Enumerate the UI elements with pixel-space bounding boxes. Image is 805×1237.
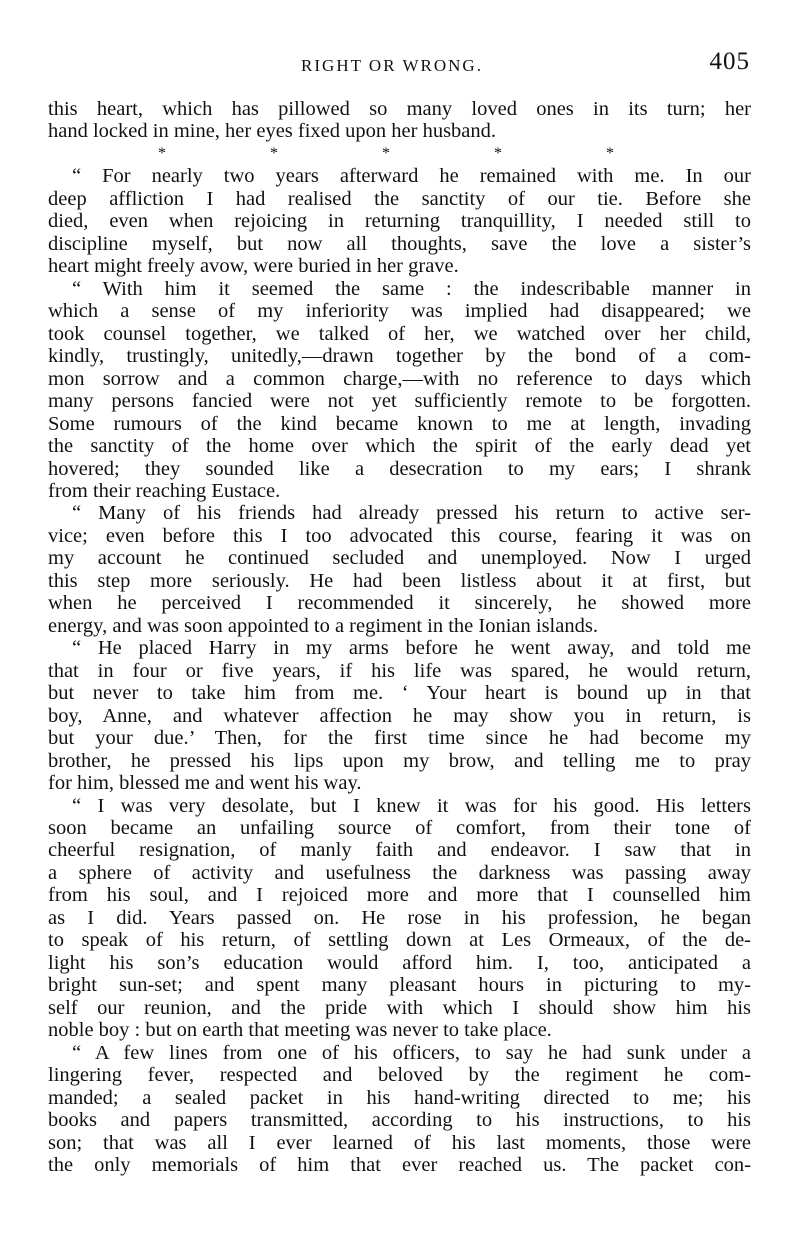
text-line: but never to take him from me. ‘ Your heart is bound up in that	[48, 682, 751, 705]
text-line: from his soul, and I rejoiced more and more that I counselled him	[48, 884, 751, 907]
text-line: from their reaching Eustace.	[48, 479, 281, 502]
text-line: when he perceived I recommended it sincerely, he showed more	[48, 592, 751, 615]
text-line: manded; a sealed packet in his hand-writing directed to me; his	[48, 1086, 751, 1109]
text-line: for him, blessed me and went his way.	[48, 772, 362, 795]
text-line: mon sorrow and a common charge,—with no reference to days which	[48, 367, 751, 390]
paragraph-start-line: “ Many of his friends had already pressed his return to active ser-	[72, 502, 751, 525]
text-line: the sanctity of the home over which the spirit of the early dead yet	[48, 435, 751, 458]
text-line: the only memorials of him that ever reached us. The packet con-	[48, 1154, 751, 1177]
text-line: light his son’s education would afford him. I, too, anticipated a	[48, 951, 751, 974]
text-line: kindly, trustingly, unitedly,—drawn together by the bond of a com-	[48, 345, 751, 368]
text-line: to speak of his return, of settling down at Les Ormeaux, of the de-	[48, 929, 751, 952]
text-line: self our reunion, and the pride with which I should show him his	[48, 996, 751, 1019]
text-line: discipline myself, but now all thoughts, save the love a sister’s	[48, 232, 751, 255]
paragraph-start-line: “ He placed Harry in my arms before he went away, and told me	[72, 637, 751, 660]
separator-star: *	[270, 144, 278, 162]
page-header	[50, 48, 750, 80]
paragraph-start-line: “ I was very desolate, but I knew it was for his good. His letters	[72, 794, 751, 817]
text-line: this heart, which has pillowed so many loved ones in its turn; her	[48, 98, 751, 120]
separator-star: *	[158, 144, 166, 162]
text-line: brother, he pressed his lips upon my brow, and telling me to pray	[48, 749, 751, 772]
paragraph-start-line: “ A few lines from one of his officers, to say he had sunk under a	[72, 1041, 751, 1064]
paragraph-start-line: “ For nearly two years afterward he remained with me. In our	[72, 165, 751, 188]
text-line: deep affliction I had realised the sanctity of our tie. Before she	[48, 187, 751, 210]
text-line: that in four or five years, if his life was spared, he would return,	[48, 659, 751, 682]
text-line: this step more seriously. He had been listless about it at first, but	[48, 569, 751, 592]
text-line: son; that was all I ever learned of his last moments, those were	[48, 1131, 751, 1154]
text-line: energy, and was soon appointed to a regiment in the Ionian islands.	[48, 614, 598, 637]
text-line: boy, Anne, and whatever affection he may show you in return, is	[48, 704, 751, 727]
separator-star: *	[606, 144, 614, 162]
text-line: books and papers transmitted, according to his instructions, to his	[48, 1109, 751, 1132]
text-line: bright sun-set; and spent many pleasant hours in picturing to my-	[48, 974, 751, 997]
text-line: heart might freely avow, were buried in her grave.	[48, 255, 459, 278]
paragraph-start-line: “ With him it seemed the same : the indescribable manner in	[72, 277, 751, 300]
separator-star: *	[494, 144, 502, 162]
text-line: Some rumours of the kind became known to me at length, invading	[48, 412, 751, 435]
text-line: but your due.’ Then, for the first time since he had become my	[48, 727, 751, 750]
text-line: hovered; they sounded like a desecration to my ears; I shrank	[48, 457, 751, 480]
text-line: soon became an unfailing source of comfort, from their tone of	[48, 817, 751, 839]
text-line: my account he continued secluded and unemployed. Now I urged	[48, 547, 751, 570]
text-line: a sphere of activity and usefulness the darkness was passing away	[48, 861, 751, 884]
body-text	[48, 98, 751, 1177]
text-line: which a sense of my inferiority was implied had disappeared; we	[48, 300, 751, 323]
text-line: many persons fancied were not yet sufficiently remote to be forgotten.	[48, 390, 751, 413]
text-line: noble boy : but on earth that meeting was never to take place.	[48, 1019, 552, 1042]
text-line: lingering fever, respected and beloved by the regiment he com-	[48, 1064, 751, 1087]
text-line: hand locked in mine, her eyes fixed upon her husband.	[48, 120, 497, 143]
page-number: 405	[709, 48, 750, 75]
separator-star: *	[382, 144, 390, 162]
running-title: RIGHT OR WRONG.	[301, 56, 483, 75]
text-line: took counsel together, we talked of her, we watched over her child,	[48, 322, 751, 345]
text-line: vice; even before this I too advocated this course, fearing it was on	[48, 524, 751, 547]
text-line: as I did. Years passed on. He rose in his profession, he began	[48, 906, 751, 929]
section-separator	[48, 143, 751, 165]
text-line: cheerful resignation, of manly faith and endeavor. I saw that in	[48, 839, 751, 862]
text-line: died, even when rejoicing in returning tranquillity, I needed still to	[48, 210, 751, 233]
